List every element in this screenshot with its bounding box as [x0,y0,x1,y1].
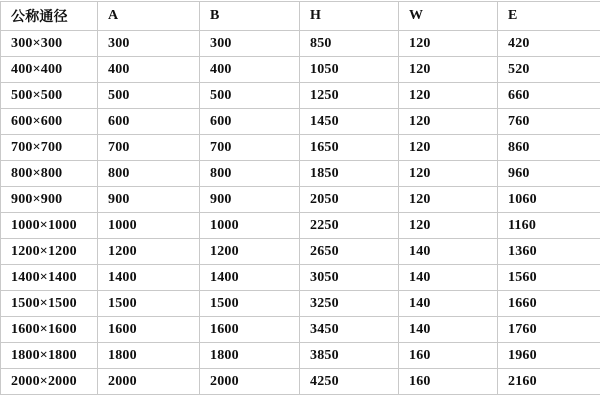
value-cell: 120 [399,31,498,57]
value-cell: 660 [498,83,600,109]
value-cell: 1050 [300,57,399,83]
table-row [1,265,600,291]
value-cell: 2050 [300,187,399,213]
value-cell: 700 [200,135,300,161]
nominal-size-cell: 1600×1600 [1,317,98,343]
value-cell: 700 [98,135,200,161]
value-cell: 120 [399,161,498,187]
dimension-spec-table [0,1,600,395]
value-cell: 1660 [498,291,600,317]
table-body [1,31,600,395]
table-row [1,109,600,135]
nominal-size-cell: 600×600 [1,109,98,135]
nominal-size-cell: 400×400 [1,57,98,83]
value-cell: 2000 [98,369,200,395]
value-cell: 1600 [200,317,300,343]
value-cell: 3250 [300,291,399,317]
column-header: 公称通径 [1,2,98,31]
table-row [1,161,600,187]
value-cell: 1060 [498,187,600,213]
value-cell: 1200 [200,239,300,265]
column-header: W [399,2,498,31]
value-cell: 500 [98,83,200,109]
value-cell: 1760 [498,317,600,343]
value-cell: 140 [399,239,498,265]
value-cell: 1400 [200,265,300,291]
table-row [1,369,600,395]
value-cell: 1500 [98,291,200,317]
value-cell: 1250 [300,83,399,109]
value-cell: 800 [200,161,300,187]
value-cell: 120 [399,57,498,83]
value-cell: 400 [200,57,300,83]
table-row [1,187,600,213]
value-cell: 140 [399,291,498,317]
nominal-size-cell: 800×800 [1,161,98,187]
nominal-size-cell: 500×500 [1,83,98,109]
value-cell: 140 [399,265,498,291]
value-cell: 1650 [300,135,399,161]
value-cell: 1600 [98,317,200,343]
value-cell: 1500 [200,291,300,317]
value-cell: 1000 [200,213,300,239]
nominal-size-cell: 1200×1200 [1,239,98,265]
value-cell: 300 [200,31,300,57]
value-cell: 120 [399,187,498,213]
table-header [1,2,600,31]
value-cell: 2000 [200,369,300,395]
value-cell: 160 [399,369,498,395]
table-row [1,239,600,265]
value-cell: 1960 [498,343,600,369]
table-row [1,83,600,109]
value-cell: 500 [200,83,300,109]
value-cell: 1560 [498,265,600,291]
nominal-size-cell: 1400×1400 [1,265,98,291]
value-cell: 120 [399,83,498,109]
table-row [1,317,600,343]
nominal-size-cell: 1000×1000 [1,213,98,239]
value-cell: 1400 [98,265,200,291]
value-cell: 960 [498,161,600,187]
table-row [1,343,600,369]
value-cell: 1160 [498,213,600,239]
table-row [1,213,600,239]
value-cell: 1200 [98,239,200,265]
table-row [1,135,600,161]
value-cell: 600 [98,109,200,135]
value-cell: 600 [200,109,300,135]
nominal-size-cell: 700×700 [1,135,98,161]
value-cell: 1850 [300,161,399,187]
value-cell: 2250 [300,213,399,239]
value-cell: 120 [399,109,498,135]
value-cell: 760 [498,109,600,135]
nominal-size-cell: 1800×1800 [1,343,98,369]
value-cell: 900 [200,187,300,213]
nominal-size-cell: 1500×1500 [1,291,98,317]
table-row [1,31,600,57]
value-cell: 3450 [300,317,399,343]
value-cell: 3850 [300,343,399,369]
nominal-size-cell: 2000×2000 [1,369,98,395]
value-cell: 3050 [300,265,399,291]
nominal-size-cell: 300×300 [1,31,98,57]
value-cell: 2160 [498,369,600,395]
value-cell: 850 [300,31,399,57]
header-row [1,2,600,31]
value-cell: 800 [98,161,200,187]
value-cell: 1000 [98,213,200,239]
column-header: E [498,2,600,31]
table-row [1,57,600,83]
value-cell: 140 [399,317,498,343]
column-header: H [300,2,399,31]
value-cell: 1360 [498,239,600,265]
value-cell: 160 [399,343,498,369]
value-cell: 120 [399,213,498,239]
value-cell: 4250 [300,369,399,395]
value-cell: 1800 [98,343,200,369]
value-cell: 120 [399,135,498,161]
nominal-size-cell: 900×900 [1,187,98,213]
value-cell: 1450 [300,109,399,135]
value-cell: 900 [98,187,200,213]
column-header: A [98,2,200,31]
value-cell: 400 [98,57,200,83]
value-cell: 2650 [300,239,399,265]
value-cell: 860 [498,135,600,161]
value-cell: 420 [498,31,600,57]
column-header: B [200,2,300,31]
value-cell: 520 [498,57,600,83]
table-row [1,291,600,317]
value-cell: 1800 [200,343,300,369]
value-cell: 300 [98,31,200,57]
